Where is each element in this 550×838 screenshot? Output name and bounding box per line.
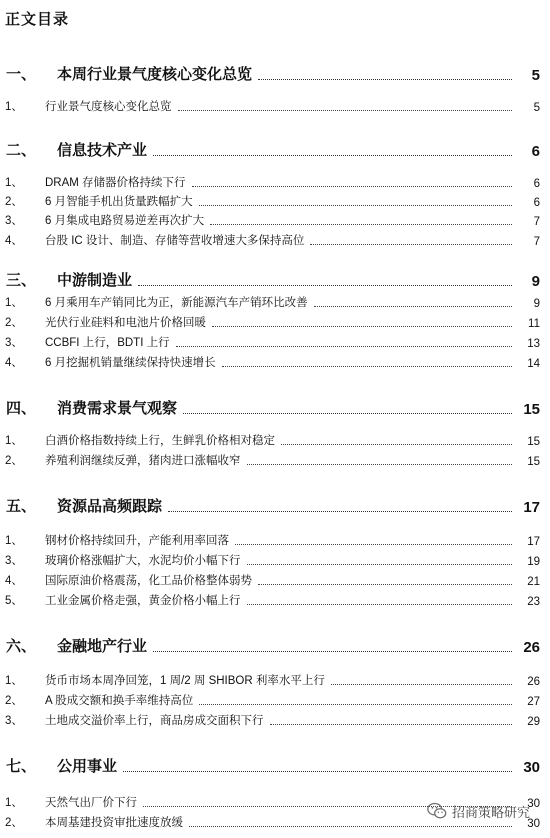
toc-number: 2、 (5, 455, 23, 467)
toc-dot-leader (153, 155, 512, 156)
toc-dot-leader (281, 444, 512, 445)
toc-number: 二、 (6, 142, 37, 159)
toc-number: 4、 (5, 235, 23, 247)
toc-number: 1、 (5, 177, 23, 189)
toc-item-row[interactable] (0, 174, 550, 190)
toc-label: 货币市场本周净回笼，1 周/2 周 SHIBOR 利率水平上行 (45, 675, 325, 687)
toc-dot-leader (247, 464, 513, 465)
toc-page-number: 30 (523, 759, 540, 776)
toc-section-row[interactable] (0, 268, 550, 290)
toc-item-row[interactable] (0, 572, 550, 588)
toc-number: 2、 (5, 817, 23, 829)
toc-dot-leader (331, 684, 512, 685)
toc-label: 本周行业景气度核心变化总览 (57, 66, 253, 83)
toc-page-number: 15 (523, 401, 540, 418)
toc-page-number: 30 (527, 818, 540, 830)
toc-dot-leader (210, 224, 512, 225)
toc-label: 消费需求景气观察 (57, 400, 178, 417)
toc-page-number: 9 (531, 273, 540, 290)
toc-dot-leader (212, 326, 512, 327)
toc-label: A 股成交额和换手率维持高位 (45, 695, 194, 707)
toc-label: 光伏行业硅料和电池片价格回暖 (45, 317, 206, 329)
toc-page-number: 6 (531, 143, 540, 160)
toc-number: 五、 (6, 498, 37, 515)
toc-item-row[interactable] (0, 552, 550, 568)
toc-dot-leader (153, 651, 512, 652)
toc-label: DRAM 存储器价格持续下行 (45, 177, 186, 189)
toc-item-row[interactable] (0, 212, 550, 228)
toc-label: 钢材价格持续回升，产能利用率回落 (45, 535, 229, 547)
toc-number: 四、 (6, 400, 37, 417)
toc-page-number: 7 (533, 236, 540, 248)
toc-dot-leader (258, 584, 512, 585)
toc-item-row[interactable] (0, 294, 550, 310)
toc-item-row[interactable] (0, 314, 550, 330)
toc-page-number: 26 (523, 639, 540, 656)
toc-label: 国际原油价格震荡，化工品价格整体弱势 (45, 575, 252, 587)
toc-label: 金融地产行业 (57, 638, 148, 655)
toc-section-row[interactable] (0, 494, 550, 516)
toc-number: 2、 (5, 695, 23, 707)
toc-label: 工业金属价格走强，黄金价格小幅上行 (45, 595, 241, 607)
toc-number: 3、 (5, 555, 23, 567)
toc-page-number: 21 (527, 576, 540, 588)
toc-dot-leader (314, 306, 512, 307)
toc-item-row[interactable] (0, 98, 550, 114)
toc-item-row[interactable] (0, 232, 550, 248)
toc-number: 4、 (5, 575, 23, 587)
toc-number: 1、 (5, 535, 23, 547)
toc-item-row[interactable] (0, 334, 550, 350)
toc-dot-leader (168, 511, 512, 512)
toc-label: 6 月乘用车产销同比为正，新能源汽车产销环比改善 (45, 297, 308, 309)
toc-page-number: 19 (527, 556, 540, 568)
toc-number: 3、 (5, 337, 23, 349)
toc-page-number: 30 (527, 798, 540, 810)
toc-page-number: 6 (533, 197, 540, 209)
toc-number: 5、 (5, 595, 23, 607)
watermark (426, 800, 530, 822)
toc-label: 行业景气度核心变化总览 (45, 101, 172, 113)
toc-section-row[interactable] (0, 754, 550, 776)
toc-label: 白酒价格指数持续上行，生鲜乳价格相对稳定 (45, 435, 275, 447)
toc-item-row[interactable] (0, 193, 550, 209)
wechat-icon (426, 800, 448, 822)
toc-page-number: 15 (527, 456, 540, 468)
toc-page-number: 14 (527, 358, 540, 370)
toc-section-row[interactable] (0, 62, 550, 84)
toc-dot-leader (199, 704, 512, 705)
toc-number: 一、 (6, 66, 37, 83)
toc-label: 6 月智能手机出货量跌幅扩大 (45, 196, 193, 208)
toc-number: 2、 (5, 196, 23, 208)
toc-dot-leader (222, 366, 512, 367)
toc-page-number: 9 (533, 298, 540, 310)
toc-number: 三、 (6, 272, 37, 289)
toc-number: 4、 (5, 357, 23, 369)
toc-dot-leader (192, 186, 512, 187)
watermark-text: 招商策略研究 (452, 804, 531, 820)
toc-label: 本周基建投资审批速度放缓 (45, 817, 183, 829)
toc-page-number: 26 (527, 676, 540, 688)
toc-dot-leader (123, 771, 512, 772)
toc-label: 6 月集成电路贸易逆差再次扩大 (45, 215, 205, 227)
toc-page-number: 29 (527, 716, 540, 728)
toc-page-number: 7 (533, 216, 540, 228)
toc-dot-leader (183, 413, 512, 414)
toc-item-row[interactable] (0, 592, 550, 608)
toc-dot-leader (270, 724, 513, 725)
toc-page-number: 17 (523, 499, 540, 516)
toc-page-number: 15 (527, 436, 540, 448)
toc-page-number: 6 (533, 178, 540, 190)
toc-number: 1、 (5, 675, 23, 687)
toc-item-row[interactable] (0, 692, 550, 708)
toc-page-number: 5 (533, 102, 540, 114)
toc-dot-leader (235, 544, 512, 545)
toc-label: 资源品高频跟踪 (57, 498, 163, 515)
toc-dot-leader (199, 205, 512, 206)
toc-dot-leader (138, 285, 512, 286)
toc-dot-leader (258, 79, 512, 80)
toc-label: 6 月挖掘机销量继续保持快速增长 (45, 357, 216, 369)
toc-section-row[interactable] (0, 634, 550, 656)
toc-page-number: 13 (527, 338, 540, 350)
toc-item-row[interactable] (0, 532, 550, 548)
toc-item-row[interactable] (0, 452, 550, 468)
toc-number: 2、 (5, 317, 23, 329)
toc-item-row[interactable] (0, 354, 550, 370)
toc-number: 1、 (5, 297, 23, 309)
page-title: 正文目录 (5, 11, 70, 28)
toc-page-number: 27 (527, 696, 540, 708)
toc-dot-leader (247, 564, 513, 565)
toc-page-number: 23 (527, 596, 540, 608)
toc-label: 天然气出厂价下行 (45, 797, 137, 809)
toc-label: 中游制造业 (57, 272, 133, 289)
toc-number: 1、 (5, 797, 23, 809)
toc-page-number: 5 (531, 67, 540, 84)
toc-number: 六、 (6, 638, 37, 655)
toc-item-row[interactable] (0, 432, 550, 448)
toc-number: 1、 (5, 435, 23, 447)
toc-section-row[interactable] (0, 138, 550, 160)
toc-dot-leader (247, 604, 513, 605)
toc-number: 3、 (5, 215, 23, 227)
toc-item-row[interactable] (0, 672, 550, 688)
toc-dot-leader (189, 826, 512, 827)
toc-dot-leader (310, 244, 512, 245)
toc-dot-leader (178, 110, 513, 111)
toc-label: 土地成交溢价率上行，商品房成交面积下行 (45, 715, 264, 727)
toc-page-number: 17 (527, 536, 540, 548)
toc-page-number: 11 (528, 318, 540, 330)
toc-label: 公用事业 (57, 758, 118, 775)
toc-number: 3、 (5, 715, 23, 727)
toc-item-row[interactable] (0, 712, 550, 728)
toc-label: CCBFI 上行，BDTI 上行 (45, 337, 170, 349)
toc-number: 七、 (6, 758, 37, 775)
toc-label: 信息技术产业 (57, 142, 148, 159)
toc-section-row[interactable] (0, 396, 550, 418)
toc-label: 玻璃价格涨幅扩大，水泥均价小幅下行 (45, 555, 241, 567)
toc-label: 养殖利润继续反弹，猪肉进口涨幅收窄 (45, 455, 241, 467)
toc-number: 1、 (5, 101, 23, 113)
toc-dot-leader (176, 346, 512, 347)
toc-label: 台股 IC 设计、制造、存储等营收增速大多保持高位 (45, 235, 305, 247)
